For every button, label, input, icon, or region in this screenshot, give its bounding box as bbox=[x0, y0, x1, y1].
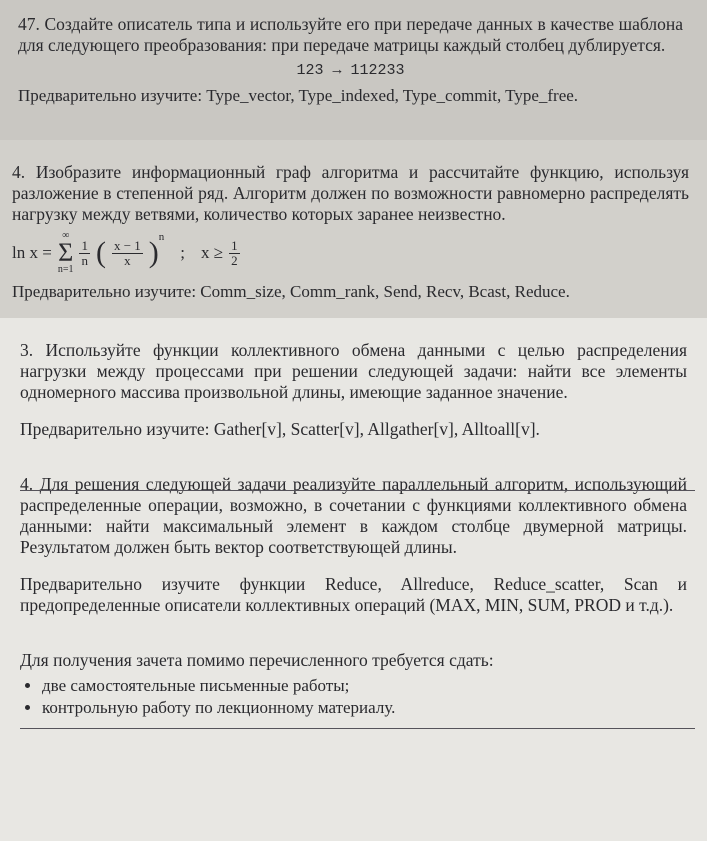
footer-intro: Для получения зачета помимо перечисленного требуется сдать: bbox=[20, 650, 494, 670]
fraction-one-half bbox=[229, 239, 240, 268]
sum-bottom: n=1 bbox=[57, 264, 74, 275]
formula-lhs: ln x = bbox=[12, 243, 52, 262]
task-47-sheet bbox=[0, 0, 707, 140]
footer-list bbox=[20, 675, 687, 719]
sum-sign: Σ bbox=[58, 238, 74, 267]
fraction-1-over-n bbox=[79, 239, 90, 268]
frac2-den: x bbox=[124, 252, 131, 268]
half-num: 1 bbox=[231, 237, 238, 253]
frac1-den: n bbox=[81, 252, 88, 268]
task-47-prereq: Предварительно изучите: Type_vector, Type_indexed, Type_commit, Type_free. bbox=[18, 86, 579, 105]
task-47-example: 123 → 112233 bbox=[296, 62, 405, 79]
formula-sep: ; bbox=[180, 243, 186, 262]
half-den: 2 bbox=[231, 252, 238, 268]
paren-close: ) bbox=[148, 236, 159, 269]
task-3-prereq: Предварительно изучите: Gather[v], Scatter[v], Allgather[v], Alltoall[v]. bbox=[20, 419, 540, 439]
task-4a-text: 4. Изобразите информационный граф алгоритма и рассчитайте функцию, используя разложение в степенной ряд. Алгоритм должен по возможности равномерно распределять нагрузку между ветвями, количество которых заранее неизвестно. bbox=[12, 162, 689, 224]
sum-top: ∞ bbox=[62, 230, 70, 241]
formula-cond: x ≥ bbox=[201, 243, 224, 262]
list-item: • две самостоятельные письменные работы; bbox=[42, 675, 687, 697]
task-4-series-sheet bbox=[0, 140, 707, 318]
task-4a-prereq: Предварительно изучите: Comm_size, Comm_rank, Send, Recv, Bcast, Reduce. bbox=[12, 282, 570, 301]
formula-power: n bbox=[158, 231, 165, 243]
list-item: • контрольную работу по лекционному материалу. bbox=[42, 697, 687, 719]
tasks-3-4-sheet bbox=[0, 318, 707, 841]
task-3-text: 3. Используйте функции коллективного обмена данными с целью распределения нагрузки между процессами при решении следующей задачи: найти все элементы одномерного массива произвольной длины, имеющие заданное значение. bbox=[20, 340, 687, 402]
frac2-num: x − 1 bbox=[113, 237, 141, 253]
sum-operator bbox=[58, 231, 74, 275]
paren-open: ( bbox=[95, 236, 106, 269]
divider bbox=[20, 728, 695, 729]
frac1-num: 1 bbox=[81, 237, 88, 253]
ln-series-formula bbox=[12, 231, 689, 275]
task-4b-text: 4. Для решения следующей задачи реализуйте параллельный алгоритм, использующий распределенные операции, возможно, в сочетании с функциями коллективного обмена данными: найти максимальный элемент в каждом столбце двумерной матрицы. Результатом должен быть вектор соответствующей длины. bbox=[20, 474, 687, 557]
task-47-text: 47. Создайте описатель типа и используйте его при передаче данных в качестве шаблона для следующего преобразования: при передаче матрицы каждый столбец дублируется. bbox=[18, 14, 683, 55]
divider bbox=[20, 490, 695, 491]
task-4b-prereq: Предварительно изучите функции Reduce, Allreduce, Reduce_scatter, Scan и предопределенные описатели коллективных операций (MAX, MIN, SUM, PROD и т.д.). bbox=[20, 574, 687, 615]
fraction-x-minus-1-over-x bbox=[112, 239, 143, 268]
